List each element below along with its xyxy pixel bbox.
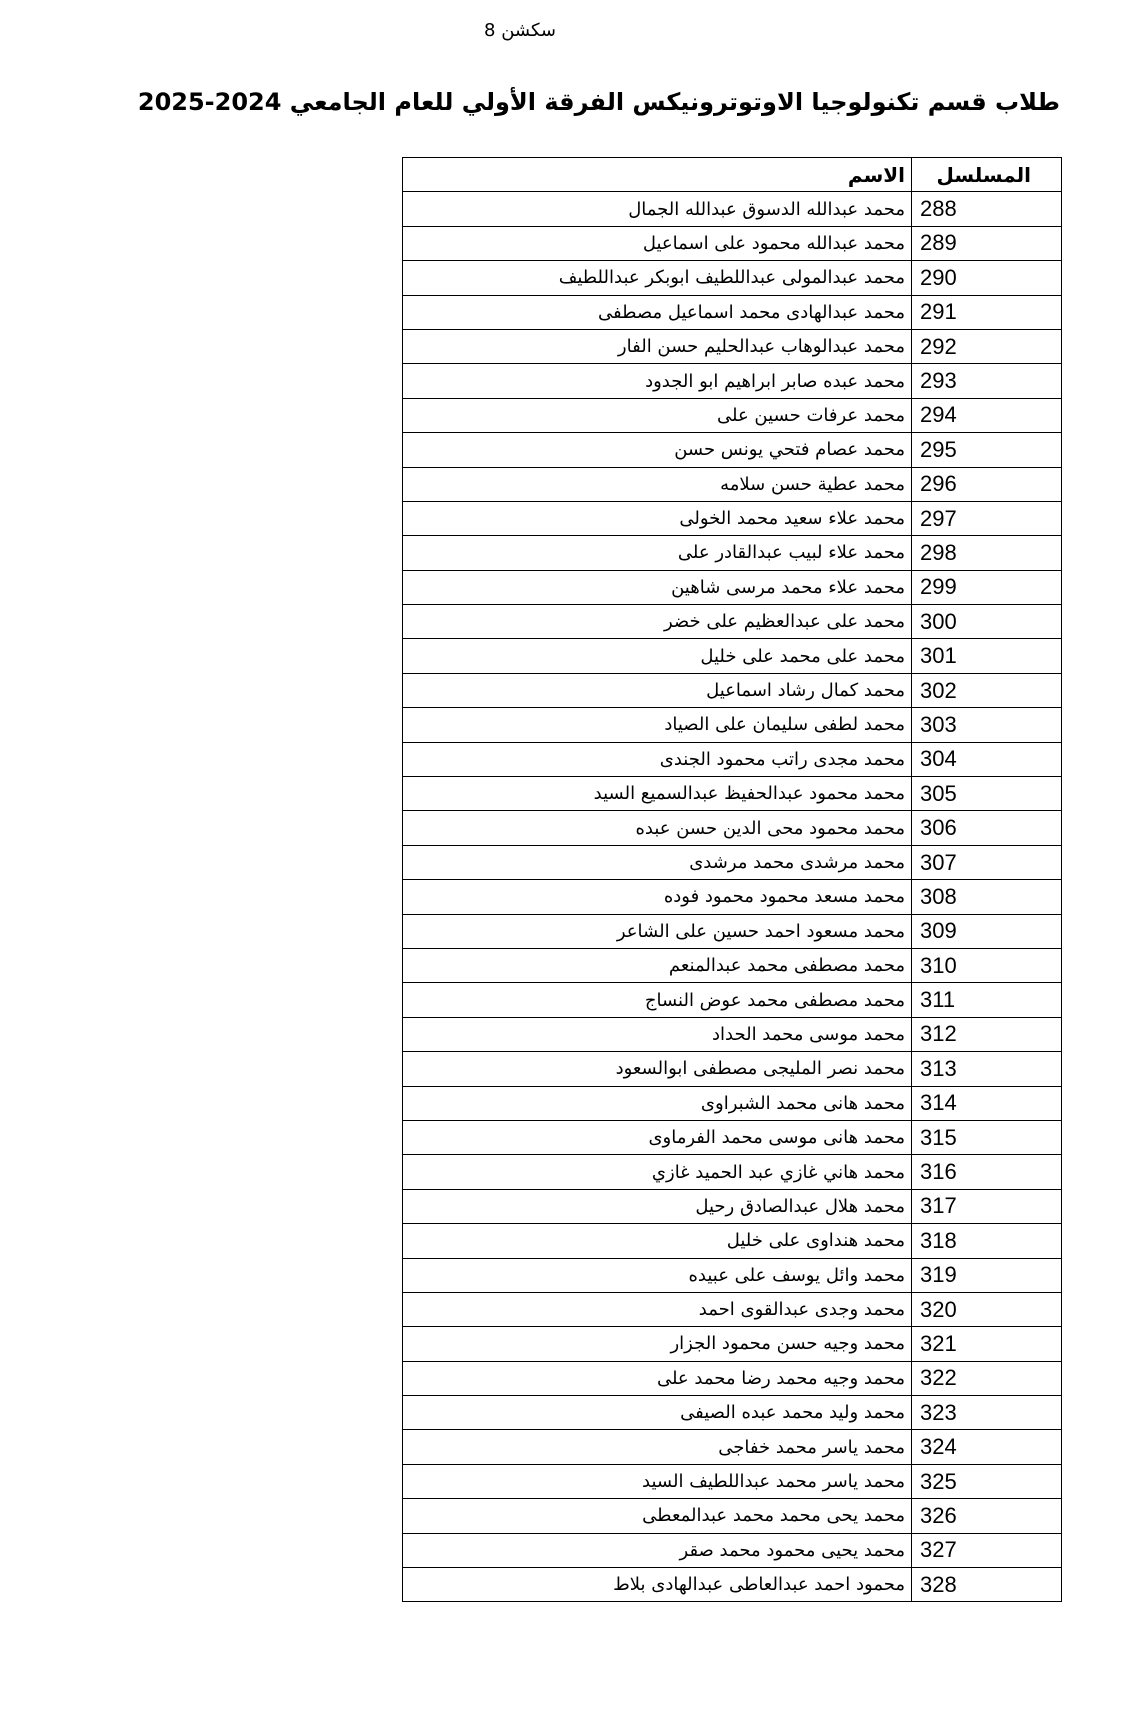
student-name-cell: محمد مصطفى محمد عبدالمنعم	[403, 948, 912, 982]
table-row	[403, 1430, 1062, 1464]
student-name-cell: محمد وليد محمد عبده الصيفى	[403, 1396, 912, 1430]
serial-cell: 293	[912, 364, 1062, 398]
serial-cell: 327	[912, 1533, 1062, 1567]
serial-cell: 325	[912, 1464, 1062, 1498]
student-name-cell: محمد عبده صابر ابراهيم ابو الجدود	[403, 364, 912, 398]
serial-cell: 318	[912, 1224, 1062, 1258]
table-row	[403, 777, 1062, 811]
student-name-cell: محمد مسعود احمد حسين على الشاعر	[403, 914, 912, 948]
student-name-cell: محمد على عبدالعظيم على خضر	[403, 605, 912, 639]
table-row	[403, 639, 1062, 673]
student-name-cell: محمد يحى محمد محمد عبدالمعطى	[403, 1499, 912, 1533]
student-name-cell: محمد محمود عبدالحفيظ عبدالسميع السيد	[403, 777, 912, 811]
student-name-cell: محمد وجيه حسن محمود الجزار	[403, 1327, 912, 1361]
table-row	[403, 914, 1062, 948]
student-name-cell: محمد عصام فتحي يونس حسن	[403, 433, 912, 467]
student-name-cell: محمد عبدالمولى عبداللطيف ابوبكر عبداللطيف	[403, 261, 912, 295]
serial-cell: 311	[912, 983, 1062, 1017]
table-row	[403, 570, 1062, 604]
student-name-cell: محمد عبدالله محمود على اسماعيل	[403, 226, 912, 260]
student-name-cell: محمد عبدالوهاب عبدالحليم حسن الفار	[403, 329, 912, 363]
table-row	[403, 364, 1062, 398]
student-name-cell: محمد نصر المليجى مصطفى ابوالسعود	[403, 1052, 912, 1086]
table-row	[403, 1017, 1062, 1051]
serial-cell: 298	[912, 536, 1062, 570]
table-row	[403, 1568, 1062, 1602]
serial-cell: 301	[912, 639, 1062, 673]
student-name-cell: محمد مصطفى محمد عوض النساج	[403, 983, 912, 1017]
serial-cell: 291	[912, 295, 1062, 329]
student-name-cell: محمد موسى محمد الحداد	[403, 1017, 912, 1051]
student-name-cell: محمد لطفى سليمان على الصياد	[403, 708, 912, 742]
table-row	[403, 261, 1062, 295]
student-name-cell: محمد وجدى عبدالقوى احمد	[403, 1292, 912, 1326]
serial-cell: 306	[912, 811, 1062, 845]
student-name-cell: محمد علاء لبيب عبدالقادر على	[403, 536, 912, 570]
serial-cell: 302	[912, 673, 1062, 707]
table-row	[403, 1052, 1062, 1086]
serial-cell: 316	[912, 1155, 1062, 1189]
serial-cell: 295	[912, 433, 1062, 467]
table-row	[403, 708, 1062, 742]
table-body	[403, 192, 1062, 1602]
student-name-cell: محمد هانى موسى محمد الفرماوى	[403, 1120, 912, 1154]
serial-cell: 305	[912, 777, 1062, 811]
student-name-cell: محمد مسعد محمود محمود فوده	[403, 880, 912, 914]
table-row	[403, 467, 1062, 501]
table-row	[403, 536, 1062, 570]
serial-cell: 322	[912, 1361, 1062, 1395]
student-name-cell: محمد كمال رشاد اسماعيل	[403, 673, 912, 707]
serial-cell: 328	[912, 1568, 1062, 1602]
student-name-cell: محمد عبدالله الدسوق عبدالله الجمال	[403, 192, 912, 226]
table-row	[403, 742, 1062, 776]
table-row	[403, 501, 1062, 535]
student-name-cell: محمود احمد عبدالعاطى عبدالهادى بلاط	[403, 1568, 912, 1602]
serial-cell: 307	[912, 845, 1062, 879]
table-header-row	[403, 158, 1062, 192]
serial-cell: 288	[912, 192, 1062, 226]
column-header-serial: المسلسل	[912, 158, 1062, 192]
serial-cell: 314	[912, 1086, 1062, 1120]
serial-cell: 292	[912, 329, 1062, 363]
student-name-cell: محمد محمود محى الدين حسن عبده	[403, 811, 912, 845]
table-row	[403, 845, 1062, 879]
student-name-cell: محمد ياسر محمد خفاجى	[403, 1430, 912, 1464]
serial-cell: 310	[912, 948, 1062, 982]
student-name-cell: محمد على محمد على خليل	[403, 639, 912, 673]
serial-cell: 308	[912, 880, 1062, 914]
table-row	[403, 948, 1062, 982]
table-row	[403, 983, 1062, 1017]
student-name-cell: محمد عرفات حسين على	[403, 398, 912, 432]
student-name-cell: محمد مجدى راتب محمود الجندى	[403, 742, 912, 776]
serial-cell: 289	[912, 226, 1062, 260]
table-row	[403, 295, 1062, 329]
student-roster-table	[402, 157, 1062, 1602]
serial-cell: 312	[912, 1017, 1062, 1051]
serial-cell: 324	[912, 1430, 1062, 1464]
table-row	[403, 1533, 1062, 1567]
table-row	[403, 1396, 1062, 1430]
section-label: سكشن 8	[484, 20, 556, 41]
table-row	[403, 1361, 1062, 1395]
serial-cell: 317	[912, 1189, 1062, 1223]
student-name-cell: محمد مرشدى محمد مرشدى	[403, 845, 912, 879]
table-row	[403, 329, 1062, 363]
student-name-cell: محمد هنداوى على خليل	[403, 1224, 912, 1258]
student-name-cell: محمد عطية حسن سلامه	[403, 467, 912, 501]
serial-cell: 321	[912, 1327, 1062, 1361]
serial-cell: 326	[912, 1499, 1062, 1533]
table-row	[403, 1258, 1062, 1292]
table-row	[403, 673, 1062, 707]
student-name-cell: محمد علاء محمد مرسى شاهين	[403, 570, 912, 604]
page-title: طلاب قسم تكنولوجيا الاوتوترونيكس الفرقة الأولي للعام الجامعي 2024-2025	[137, 88, 1060, 116]
student-name-cell: محمد هلال عبدالصادق رحيل	[403, 1189, 912, 1223]
table-row	[403, 1464, 1062, 1498]
table-row	[403, 1292, 1062, 1326]
table-row	[403, 1327, 1062, 1361]
student-name-cell: محمد علاء سعيد محمد الخولى	[403, 501, 912, 535]
table-row	[403, 1189, 1062, 1223]
serial-cell: 303	[912, 708, 1062, 742]
serial-cell: 320	[912, 1292, 1062, 1326]
table-row	[403, 192, 1062, 226]
serial-cell: 313	[912, 1052, 1062, 1086]
student-name-cell: محمد وائل يوسف على عبيده	[403, 1258, 912, 1292]
serial-cell: 319	[912, 1258, 1062, 1292]
table-row	[403, 433, 1062, 467]
student-name-cell: محمد وجيه محمد رضا محمد على	[403, 1361, 912, 1395]
serial-cell: 297	[912, 501, 1062, 535]
table-row	[403, 880, 1062, 914]
serial-cell: 300	[912, 605, 1062, 639]
table-row	[403, 1224, 1062, 1258]
table-row	[403, 605, 1062, 639]
column-header-name: الاسم	[403, 158, 912, 192]
serial-cell: 299	[912, 570, 1062, 604]
table-row	[403, 1120, 1062, 1154]
serial-cell: 309	[912, 914, 1062, 948]
table-row	[403, 1086, 1062, 1120]
student-name-cell: محمد ياسر محمد عبداللطيف السيد	[403, 1464, 912, 1498]
table-row	[403, 811, 1062, 845]
table-row	[403, 226, 1062, 260]
serial-cell: 290	[912, 261, 1062, 295]
table-row	[403, 1155, 1062, 1189]
serial-cell: 296	[912, 467, 1062, 501]
student-name-cell: محمد هاني غازي عبد الحميد غازي	[403, 1155, 912, 1189]
student-name-cell: محمد يحيى محمود محمد صقر	[403, 1533, 912, 1567]
table-row	[403, 398, 1062, 432]
student-name-cell: محمد عبدالهادى محمد اسماعيل مصطفى	[403, 295, 912, 329]
student-name-cell: محمد هانى محمد الشبراوى	[403, 1086, 912, 1120]
serial-cell: 294	[912, 398, 1062, 432]
table-row	[403, 1499, 1062, 1533]
serial-cell: 315	[912, 1120, 1062, 1154]
serial-cell: 323	[912, 1396, 1062, 1430]
serial-cell: 304	[912, 742, 1062, 776]
